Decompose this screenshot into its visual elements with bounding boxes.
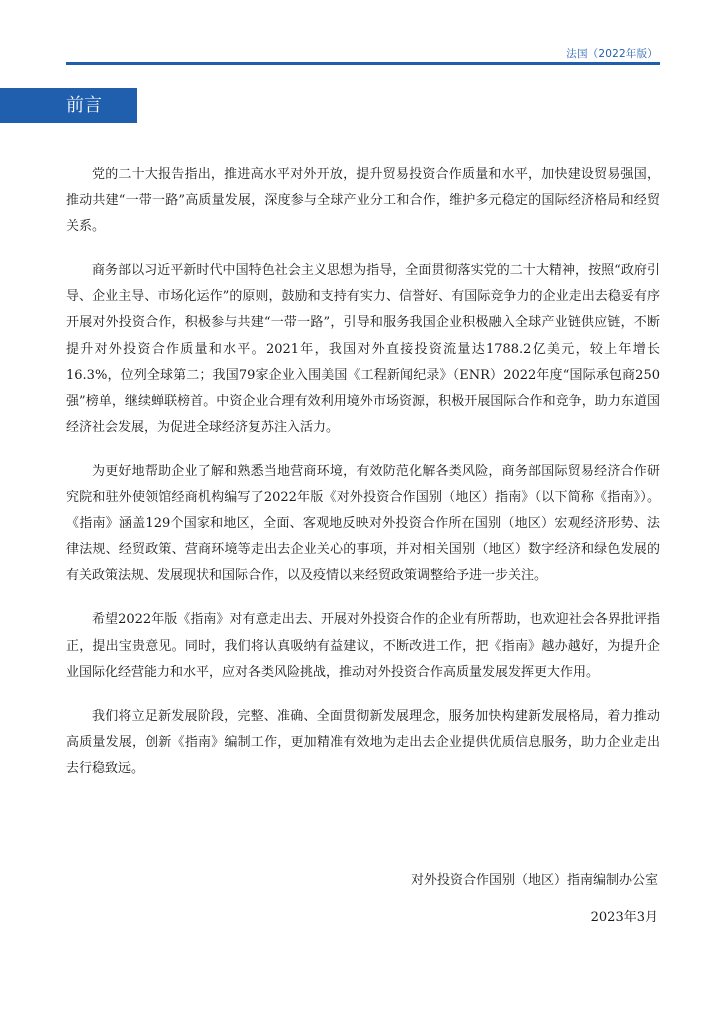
signature-block <box>411 871 658 928</box>
running-header-title: 法国（2022年版） <box>566 48 658 60</box>
paragraph-3: 为更好地帮助企业了解和熟悉当地营商环境，有效防范化解各类风险，商务部国际贸易经济合作研究院和驻外使领馆经商机构编写了2022年版《对外投资合作国别（地区）指南》（以下简称《指南》）。《指南》涵盖129个国家和地区，全面、客观地反映对外投资合作所在国别（地区）宏观经济形势、法律法规、经贸政策、营商环境等走出去企业关心的事项，并对相关国别（地区）数字经济和绿色发展的有关政策法规、发展现状和国际合作，以及疫情以来经贸政策调整给予进一步关注。 <box>66 463 660 584</box>
signature-date: 2023年3月 <box>590 910 658 925</box>
paragraph-5: 我们将立足新发展阶段，完整、准确、全面贯彻新发展理念，服务加快构建新发展格局，着力推动高质量发展，创新《指南》编制工作，更加精准有效地为走出去企业提供优质信息服务，助力企业走出去行稳致远。 <box>66 708 660 776</box>
header-divider <box>66 62 660 65</box>
paragraph-2: 商务部以习近平新时代中国特色社会主义思想为指导，全面贯彻落实党的二十大精神，按照“政府引导、企业主导、市场化运作”的原则，鼓励和支持有实力、信誉好、有国际竞争力的企业走出去稳妥有序开展对外投资合作，积极参与共建“一带一路”，引导和服务我国企业积极融入全球产业链供应链，不断提升对外投资合作质量和水平。2021年，我国对外直接投资流量达1788.2亿美元，较上年增长16.3%，位列全球第二；我国79家企业入围美国《工程新闻纪录》（ENR）2022年度“国际承包商250强”榜单，继续蝉联榜首。中资企业合理有效利用境外市场资源，积极开展国际合作和竞争，助力东道国经济社会发展，为促进全球经济复苏注入活力。 <box>66 263 660 435</box>
section-title: 前言 <box>66 95 102 116</box>
section-title-banner <box>0 88 137 123</box>
signature-organization: 对外投资合作国别（地区）指南编制办公室 <box>410 873 658 888</box>
paragraph-1: 党的二十大报告指出，推进高水平对外开放，提升贸易投资合作质量和水平，加快建设贸易强国，推动共建“一带一路”高质量发展，深度参与全球产业分工和合作，维护多元稳定的国际经济格局和经贸关系。 <box>66 167 660 235</box>
paragraph-4: 希望2022年版《指南》对有意走出去、开展对外投资合作的企业有所帮助，也欢迎社会各界批评指正，提出宝贵意见。同时，我们将认真吸纳有益建议，不断改进工作，把《指南》越办越好，为提升企业国际化经营能力和水平，应对各类风险挑战，推动对外投资合作高质量发展发挥更大作用。 <box>66 612 660 680</box>
preface-body <box>66 162 660 800</box>
